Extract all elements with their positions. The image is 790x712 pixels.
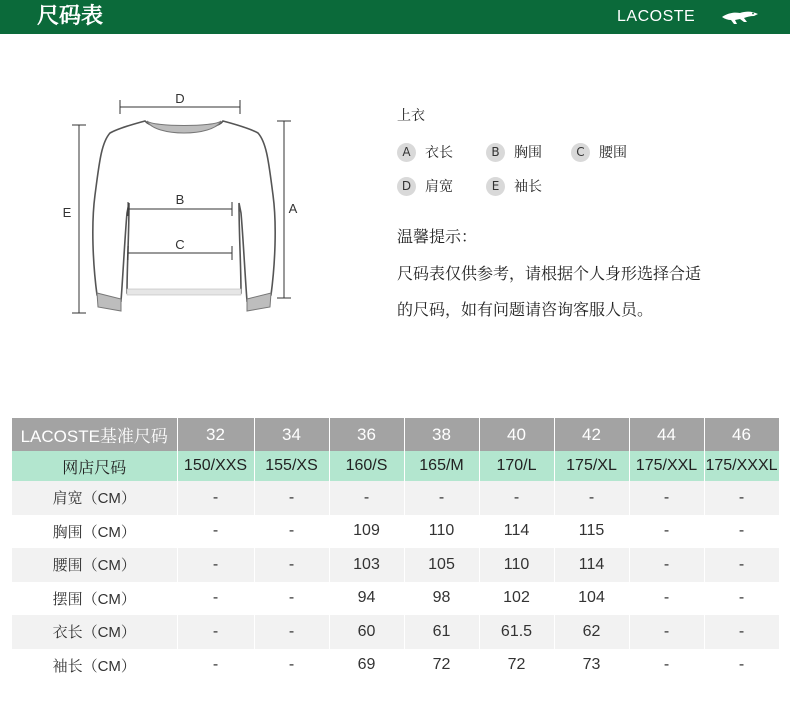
table-cell: 103 xyxy=(329,548,404,582)
legend-heading: 上衣 xyxy=(397,108,425,124)
table-row xyxy=(12,615,779,649)
legend-label-a: 衣长 xyxy=(425,145,453,161)
shop-size-cell: 155/XS xyxy=(254,451,329,481)
legend-key-b: B xyxy=(486,143,505,162)
table-cell: 102 xyxy=(479,582,554,616)
row-label: 衣长（CM） xyxy=(12,615,177,649)
shop-size-cell: 网店尺码 xyxy=(12,451,177,481)
tip-title: 温馨提示： xyxy=(397,227,478,246)
legend-key-c: C xyxy=(571,143,590,162)
legend-key-e: E xyxy=(486,177,505,196)
label-d: D xyxy=(175,91,185,106)
table-row xyxy=(12,481,779,515)
table-cell: - xyxy=(254,548,329,582)
header-cell: 32 xyxy=(177,418,254,451)
table-cell: 94 xyxy=(329,582,404,616)
table-cell: - xyxy=(629,515,704,549)
row-label: 肩宽（CM） xyxy=(12,481,177,515)
table-cell: 104 xyxy=(554,582,629,616)
table-cell: - xyxy=(704,582,779,616)
table-cell: 109 xyxy=(329,515,404,549)
legend-key-a: A xyxy=(397,143,416,162)
brand-name: LACOSTE xyxy=(617,8,696,25)
tip-line-2: 的尺码，如有问题请咨询客服人员。 xyxy=(397,300,654,319)
legend-label-c: 腰围 xyxy=(599,145,627,161)
header-cell: 38 xyxy=(404,418,479,451)
table-cell: 72 xyxy=(479,649,554,683)
table-row xyxy=(12,548,779,582)
table-cell: - xyxy=(704,548,779,582)
shop-size-cell: 160/S xyxy=(329,451,404,481)
legend-item-a xyxy=(397,142,453,162)
header-cell: 34 xyxy=(254,418,329,451)
label-b: B xyxy=(175,192,185,207)
table-cell: 105 xyxy=(404,548,479,582)
shop-size-cell: 175/XL xyxy=(554,451,629,481)
table-cell: 110 xyxy=(404,515,479,549)
table-cell: 73 xyxy=(554,649,629,683)
legend-item-b xyxy=(486,142,542,162)
table-cell: - xyxy=(177,548,254,582)
table-cell: 60 xyxy=(329,615,404,649)
table-cell: - xyxy=(629,615,704,649)
shop-size-cell: 175/XXL xyxy=(629,451,704,481)
row-label: 胸围（CM） xyxy=(12,515,177,549)
shop-size-cell: 150/XXS xyxy=(177,451,254,481)
table-cell: - xyxy=(254,481,329,515)
table-cell: 62 xyxy=(554,615,629,649)
header-cell: 44 xyxy=(629,418,704,451)
legend-label-d: 肩宽 xyxy=(425,179,453,195)
garment-diagram xyxy=(55,85,315,325)
table-cell: - xyxy=(704,515,779,549)
shop-size-cell: 175/XXXL xyxy=(704,451,779,481)
table-cell: - xyxy=(629,582,704,616)
header-cell: LACOSTE基准尺码 xyxy=(12,418,177,451)
table-cell: - xyxy=(629,481,704,515)
table-cell: - xyxy=(404,481,479,515)
row-label: 袖长（CM） xyxy=(12,649,177,683)
shop-size-cell: 165/M xyxy=(404,451,479,481)
header-bar xyxy=(0,0,790,34)
table-cell: - xyxy=(704,615,779,649)
row-label: 腰围（CM） xyxy=(12,548,177,582)
table-cell: - xyxy=(177,615,254,649)
header-cell: 46 xyxy=(704,418,779,451)
table-cell: - xyxy=(177,515,254,549)
table-cell: 69 xyxy=(329,649,404,683)
table-header-row xyxy=(12,418,779,451)
legend-item-e xyxy=(486,176,542,196)
crocodile-logo-icon xyxy=(720,7,760,27)
legend-label-e: 袖长 xyxy=(514,179,542,195)
header-cell: 42 xyxy=(554,418,629,451)
label-e: E xyxy=(62,205,72,220)
legend-item-c xyxy=(571,142,627,162)
hem-band xyxy=(127,289,241,295)
page-title: 尺码表 xyxy=(37,4,104,29)
label-a: A xyxy=(288,201,298,216)
table-cell: - xyxy=(177,481,254,515)
table-cell: - xyxy=(704,481,779,515)
table-row xyxy=(12,515,779,549)
sweater-outline xyxy=(93,121,275,301)
header-cell: 36 xyxy=(329,418,404,451)
table-cell: 98 xyxy=(404,582,479,616)
table-cell: - xyxy=(554,481,629,515)
legend-item-d xyxy=(397,176,453,196)
row-label: 摆围（CM） xyxy=(12,582,177,616)
table-cell: - xyxy=(254,515,329,549)
table-cell: - xyxy=(704,649,779,683)
tip-line-1: 尺码表仅供参考，请根据个人身形选择合适 xyxy=(397,264,702,283)
table-cell: 114 xyxy=(479,515,554,549)
table-cell: 61 xyxy=(404,615,479,649)
table-cell: 114 xyxy=(554,548,629,582)
table-cell: - xyxy=(329,481,404,515)
table-cell: - xyxy=(177,582,254,616)
table-cell: - xyxy=(629,548,704,582)
header-cell: 40 xyxy=(479,418,554,451)
table-cell: 110 xyxy=(479,548,554,582)
legend-label-b: 胸围 xyxy=(514,145,542,161)
size-table xyxy=(12,418,780,682)
legend-key-d: D xyxy=(397,177,416,196)
table-cell: - xyxy=(629,649,704,683)
table-cell: 72 xyxy=(404,649,479,683)
table-row xyxy=(12,582,779,616)
label-c: C xyxy=(175,237,185,252)
shop-size-row xyxy=(12,451,779,481)
table-cell: 61.5 xyxy=(479,615,554,649)
table-cell: - xyxy=(479,481,554,515)
table-cell: - xyxy=(254,615,329,649)
table-cell: 115 xyxy=(554,515,629,549)
table-cell: - xyxy=(177,649,254,683)
table-row xyxy=(12,649,779,683)
shop-size-cell: 170/L xyxy=(479,451,554,481)
table-cell: - xyxy=(254,582,329,616)
table-cell: - xyxy=(254,649,329,683)
